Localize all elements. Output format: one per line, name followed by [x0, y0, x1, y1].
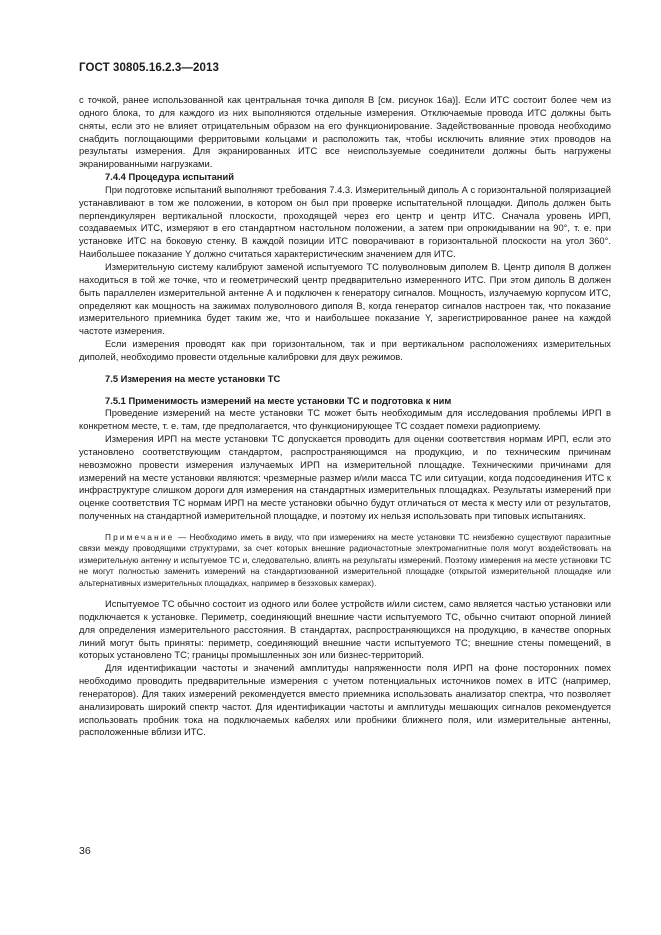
paragraph-in-situ-compliance: Измерения ИРП на месте установки ТС допускается проводить для оценки соответствия нормам ИРП, если это установлено соответствующим стандартом, распространяющимся на продукцию, и по техническим причинам невозможно провести измерения излучаемых ИРП на измерительной площадке. Техническими причинами для измерений на месте установки являются: чрезмерные размер и/или масса ТС или ситуации, когда подсоединения ИТС к инфраструктуре слишком дороги для измерения на стандартных измерительных площадках. Результаты измерений при оценке соответствия ТС нормам ИРП на месте установки обычно будут отличаться от места к месту или от результатов, полученных на стандартной измерительной площадке, и поэтому их нельзя использовать при типовых испытаниях. — [79, 433, 611, 522]
paragraph-in-situ-purpose: Проведение измерений на месте установки ТС может быть необходимым для исследования проблемы ИРП в конкретном месте, т. е. там, где предполагается, что функционирующее ТС создает помехи радиоприему. — [79, 407, 611, 432]
note-label: Примечание — [105, 533, 175, 542]
standard-title: ГОСТ 30805.16.2.3—2013 — [79, 62, 219, 74]
note-dash: — — [174, 533, 190, 542]
paragraph-identification: Для идентификации частоты и значений амплитуды напряженности поля ИРП на фоне посторонних помех необходимо проводить предварительные измерения с учетом потенциальных источников помех в ИТС (например, генераторов). Для таких измерений рекомендуется вместо приемника использовать анализатор спектра, что позволяет анализировать широкий спектр частот. Для идентификации частоты и амплитуды мешающих сигналов рекомендуется использовать пробник тока на подключаемых кабелях или пробники ближнего поля, или измерительные антенны, расположенные вблизи ИТС. — [79, 662, 611, 738]
page-number: 36 — [79, 845, 91, 857]
paragraph-continued: с точкой, ранее использованной как центральная точка диполя В [см. рисунок 16а)]. Если ИТС состоит более чем из одного блока, то для каждого из них выполняются отдельные измерения. Отключаемые провода ИТС должны быть сняты, если это не влияет отрицательным образом на его функционирование. Задействованные провода необходимо снабдить поглощающими ферритовыми кольцами и расположить так, чтобы исключить влияние этих проводов на результаты измерения. Для экранированных ИТС все неиспользуемые соединители должны быть нагружены экранированными нагрузками. — [79, 94, 611, 170]
paragraph-polarization: Если измерения проводят как при горизонтальном, так и при вертикальном расположениях измерительных диполей, необходимо провести отдельные калибровки для двух режимов. — [79, 338, 611, 362]
note-text: Необходимо иметь в виду, что при измерениях на месте установки ТС неизбежно существуют паразитные связи между проводящими структурами, за счет которых внешние радиочастотные электромагнитные поля могут воздействовать на измерительную антенну и испытуемое ТС и, следовательно, влиять на результаты измерений. Поэтому измерения на месте установки ТС не могут полностью заменить измерений на стандартизованной измерительной площадке (открытой измерительной площадке или альтернативных измерительных площадках, например в безэховых камерах). — [79, 533, 611, 588]
document-body — [79, 94, 611, 739]
note — [79, 532, 611, 589]
heading-7-4-4: 7.4.4 Процедура испытаний — [105, 171, 234, 183]
paragraph-calibration: Измерительную систему калибруют заменой испытуемого ТС полуволновым диполем В. Центр диполя В должен находиться в той же точке, что и геометрический центр предварительно измеренного ИТС. При этом диполь В должен быть параллелен измерительной антенне А и подключен к генератору сигналов. Мощность, излучаемую корпусом ИТС, определяют как мощность на зажимах полуволнового диполя В, когда генератор сигналов настроен так, что показание измерительного приемника будет таким же, что и наибольшее показание Y, зарегистрированное ранее на каждой частоте измерения. — [79, 260, 611, 337]
heading-7-5: 7.5 Измерения на месте установки ТС — [105, 372, 281, 384]
heading-7-5-1: 7.5.1 Применимость измерений на месте установки ТС и подготовка к ним — [105, 394, 452, 406]
paragraph-test-procedure: При подготовке испытаний выполняют требования 7.4.3. Измерительный диполь А с горизонтальной поляризацией устанавливают в том же положении, в котором он был при проверке испытательной площадки. Диполь должен быть перпендикулярен вертикальной плоскости, проходящей через его центр и центр ИТС. Сначала уровень ИРП, создаваемых ИТС, измеряют в его стандартном настольном положении, а затем при опрокидывании на 90°, т. е. при установке ИТС на боковую стенку. В каждой позиции ИТС поворачивают в горизонтальной плоскости на угол 360°. Наибольшее показание Y должно считаться характеристическим значением для ИТС. — [79, 183, 611, 260]
paragraph-reference-line: Испытуемое ТС обычно состоит из одного или более устройств и/или систем, само является частью установки или подключается к установке. Периметр, соединяющий внешние части испытуемого ТС, обычно считают опорной линией для определения измерительного расстояния. В стандартах, распространяющихся на продукцию, в качестве опорных линий могут быть приняты: периметр, соединяющий внешние части испытуемого ТС; внешние стены помещений, в которых установлено ТС; границы промышленных зон или бизнес-территорий. — [79, 598, 611, 661]
